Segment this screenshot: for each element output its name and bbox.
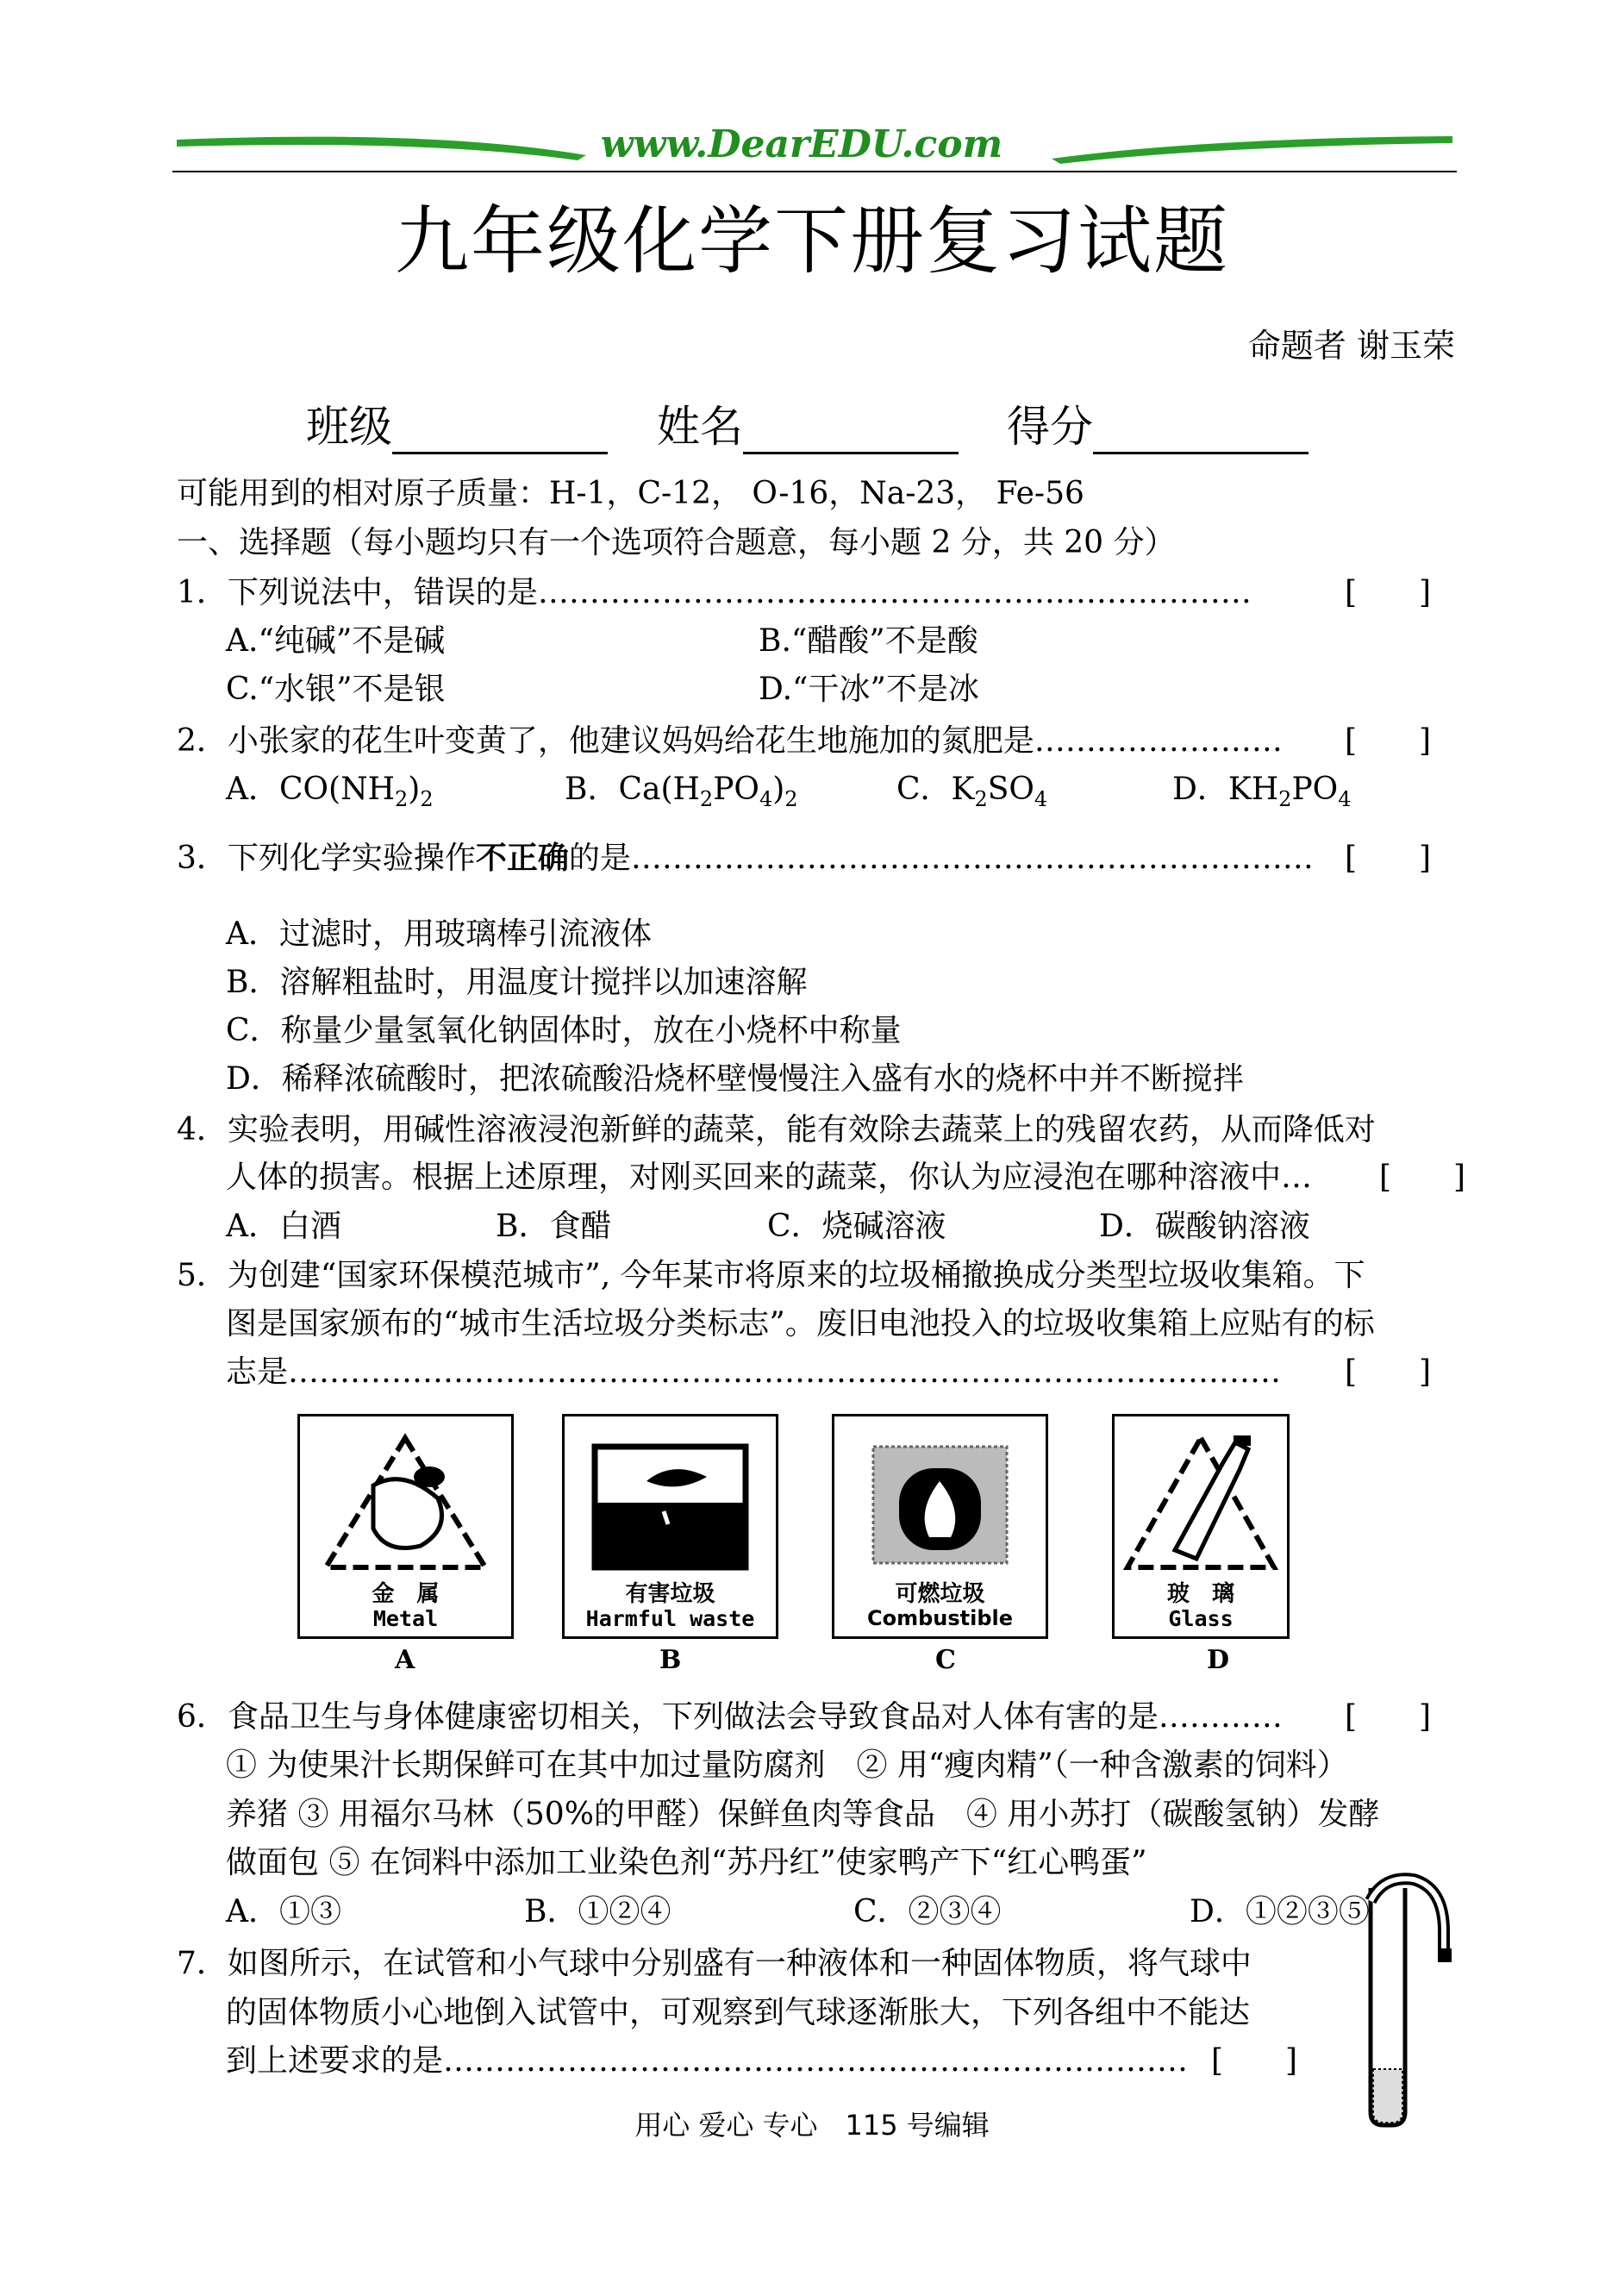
q4-option-d: D．碳酸钠溶液 [1099,1209,1310,1244]
name-field [657,392,959,454]
q3-option-c: C．称量少量氢氧化钠固体时，放在小烧杯中称量 [226,1013,902,1048]
score-label: 得分 [1007,402,1093,452]
q6-option-b: B．①②④ [524,1894,671,1929]
q1-option-d: D.“干冰”不是冰 [759,672,979,707]
q4-line1: 4．实验表明，用碱性溶液浸泡新鲜的蔬菜，能有效除去蔬菜上的残留农药，从而降低对 [177,1112,1376,1148]
q3-stem: 3．下列化学实验操作不正确的是………………………………………………………… [177,841,1314,876]
metal-label-cn: 金 属 [372,1581,440,1607]
recycle-can-icon [300,1416,511,1580]
card-letter-c: C [935,1645,956,1675]
harmful-label-cn: 有害垃圾 [625,1581,715,1607]
q1-option-c: C.“水银”不是银 [226,672,446,707]
card-letter-a: A [395,1645,415,1675]
q4-line2: 人体的损害。根据上述原理，对刚买回来的蔬菜，你认为应浸泡在哪种溶液中… [226,1160,1313,1195]
card-letter-b: B [659,1645,682,1675]
recycle-bottle-icon [1115,1416,1287,1580]
q7-line2: 的固体物质小心地倒入试管中，可观察到气球逐渐胀大，下列各组中不能达 [226,1995,1251,2030]
header-logo [172,121,1457,181]
q6-answer-bracket[interactable]: [ ] [1345,1699,1432,1735]
name-label: 姓名 [657,402,743,452]
score-field [1007,392,1309,454]
q5-line1: 5．为创建“国家环保模范城市”, 今年某市将原来的垃圾桶撤换成分类型垃圾收集箱。下 [177,1258,1365,1293]
card-letter-d: D [1207,1645,1230,1675]
author: 命题者 谢玉荣 [1247,327,1455,365]
harmful-waste-icon [565,1416,776,1580]
glass-label-cn: 玻 璃 [1166,1581,1234,1607]
class-blank[interactable] [392,412,608,454]
q4-option-a: A．白酒 [226,1209,341,1244]
section-heading: 一、选择题（每小题均只有一个选项符合题意，每小题 2 分，共 20 分） [177,525,1176,560]
q5-line3: 志是…………………………………………………………………………………… [226,1354,1281,1390]
q7-line3: 到上述要求的是……………………………………………………………… [226,2043,1189,2079]
class-field [306,392,608,454]
harmful-waste-sign-card[interactable] [562,1414,778,1639]
q2-answer-bracket[interactable]: [ ] [1345,723,1432,759]
q1-option-b: B.“醋酸”不是酸 [759,623,978,659]
q7-answer-bracket[interactable]: [ ] [1211,2043,1298,2079]
harmful-label-en: Harmful waste [585,1606,755,1631]
glass-label-en: Glass [1168,1606,1234,1631]
q3-option-b: B．溶解粗盐时，用温度计搅拌以加速溶解 [226,965,808,1000]
score-blank[interactable] [1093,412,1309,454]
flame-icon [834,1416,1046,1580]
q6-line3: 养猪 ③ 用福尔马林（50%的甲醛）保鲜鱼肉等食品 ④ 用小苏打（碳酸氢钠）发酵 [226,1797,1380,1832]
q2-option-b: B．$Ca(H_2PO_4)_2$ [565,772,798,811]
atomic-masses: 可能用到的相对原子质量：H-1，C-12， O-16，Na-23， Fe-56 [177,476,1084,511]
q6-line2: ① 为使果汁长期保鲜可在其中加过量防腐剂 ② 用“瘦肉精”（一种含激素的饲料） [226,1748,1348,1783]
test-tube-balloon-figure [1345,1871,1465,2129]
test-tube-icon [1345,1871,1465,2129]
combustible-sign-card[interactable] [832,1414,1048,1639]
page-footer: 用心 爱心 专心 115 号编辑 [634,2109,990,2142]
q2-stem: 2．小张家的花生叶变黄了，他建议妈妈给花生地施加的氮肥是…………………… [177,723,1283,759]
q6-option-a: A．①③ [226,1894,341,1929]
q4-option-b: B．食醋 [496,1209,612,1244]
q6-option-d: D．①②③⑤ [1190,1894,1370,1929]
logo-text: www.DearEDU.com [600,122,1003,166]
q6-stem: 6．食品卫生与身体健康密切相关，下列做法会导致食品对人体有害的是………… [177,1699,1283,1735]
q2-option-d: D．$KH_2PO_4$ [1172,772,1352,811]
combustible-label-en: Combustible [866,1606,1014,1630]
class-label: 班级 [306,402,392,452]
q2-option-a: A．$CO(NH_2)_2$ [226,772,434,811]
q6-line4: 做面包 ⑤ 在饲料中添加工业染色剂“苏丹红”使家鸭产下“红心鸭蛋” [226,1845,1147,1880]
q5-line2: 图是国家颁布的“城市生活垃圾分类标志”。废旧电池投入的垃圾收集箱上应贴有的标 [226,1306,1375,1341]
name-blank[interactable] [743,412,959,454]
q4-option-c: C．烧碱溶液 [767,1209,946,1244]
q4-answer-bracket[interactable]: [ ] [1379,1160,1466,1195]
q1-option-a: A.“纯碱”不是碱 [226,623,446,659]
q3-answer-bracket[interactable]: [ ] [1345,841,1432,876]
q2-option-c: C．$K_2SO_4$ [896,772,1048,811]
metal-label-en: Metal [372,1606,439,1631]
q1-stem: 1．下列说法中，错误的是…………………………………………………………… [177,575,1252,610]
q3-option-d: D．稀释浓硫酸时，把浓硫酸沿烧杯壁慢慢注入盛有水的烧杯中并不断搅拌 [226,1061,1244,1097]
page-title: 九年级化学下册复习试题 [395,198,1229,285]
combustible-label-cn: 可燃垃圾 [895,1581,985,1607]
glass-sign-card[interactable] [1112,1414,1290,1639]
q3-option-a: A．过滤时，用玻璃棒引流液体 [226,916,652,952]
q6-option-c: C．②③④ [853,1894,1002,1929]
q1-answer-bracket[interactable]: [ ] [1345,575,1432,610]
q5-answer-bracket[interactable]: [ ] [1345,1354,1432,1390]
metal-sign-card[interactable] [297,1414,514,1639]
q7-line1: 7．如图所示，在试管和小气球中分别盛有一种液体和一种固体物质，将气球中 [177,1946,1252,1981]
